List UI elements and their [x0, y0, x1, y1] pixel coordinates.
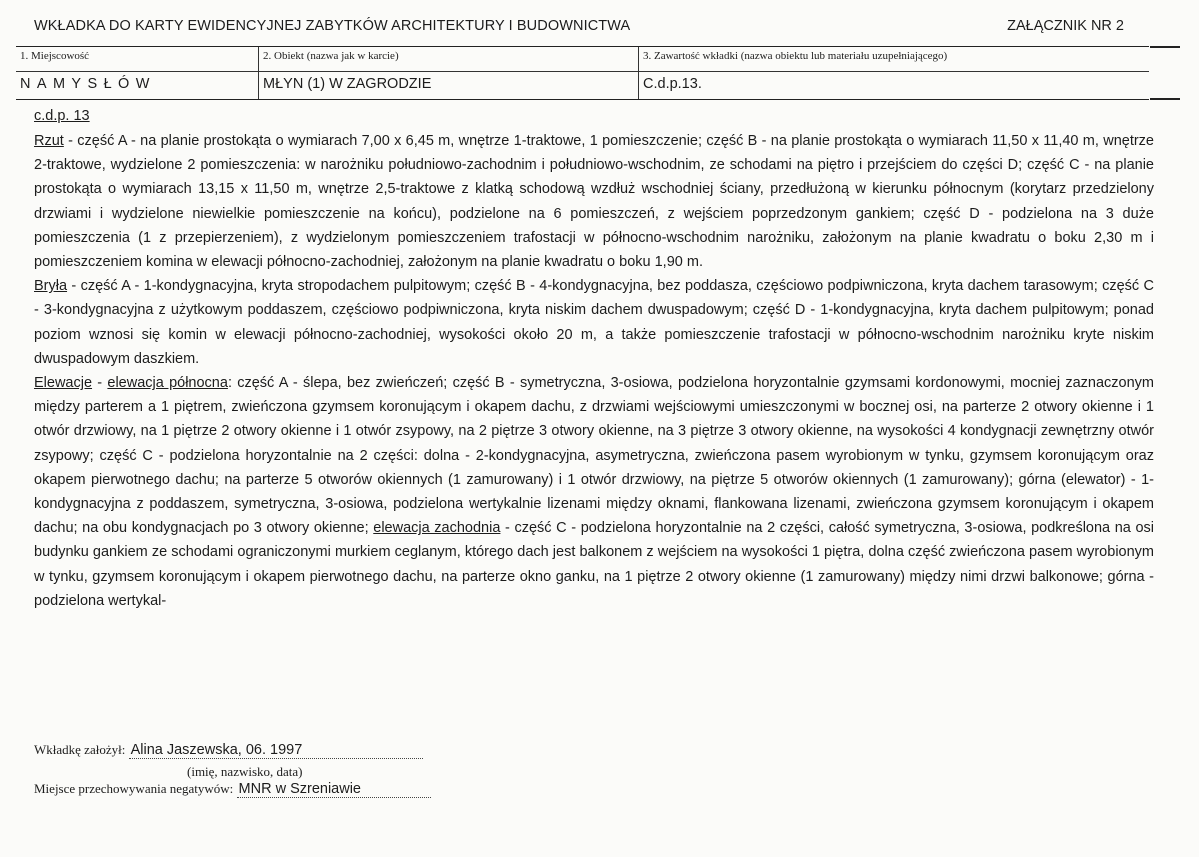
bryla-paragraph	[34, 274, 1154, 371]
author-line	[34, 742, 423, 759]
author-hint: (imię, nazwisko, data)	[187, 764, 303, 779]
north-elevation-heading: elewacja północna	[107, 375, 228, 392]
storage-label: Miejsce przechowywania negatywów:	[34, 781, 234, 796]
rzut-heading: Rzut	[34, 133, 64, 149]
west-elevation-text: - część C - podzielona horyzontalnie na 2 części, całość symetryczna, 3-osiowa, podkreślona na osi budynku gankiem ze schodami ograniczonymi murkiem ceglanym, którego dach jest balkonem z wejściem na wysokości 1 piętra, dolna część zwieńczona pasem wyrobionym w tynku, gzymsem koronującym i okapem pierwotnego dachu, na parterze okno ganku, na 1 piętrze 2 otwory okienne (1 zamurowany) między nimi drzwi balkonowe; górna - podzielona wertykal-	[34, 520, 1155, 609]
continuation-label: c.d.p. 13	[34, 108, 90, 124]
header-top-tick	[1150, 46, 1180, 48]
author-value: Alina Jaszewska, 06. 1997	[129, 742, 423, 759]
field-locality-label: 1. Miejscowość	[20, 50, 90, 62]
elewacje-paragraph: Elewacje - elewacja północna: część A - ślepa, bez zwieńczeń; część B - symetryczna, 3-osiowa, podzielona horyzontalnie gzymsami kordonowymi, mocniej zaznaczonym między parterem a 1 piętrem, zwieńczona gzymsem koronującym i okapem dachu, z drzwiami wejściowymi umieszczonymi w bocznej osi, na parterze 2 otwory okienne i 1 otwór drzwiowy, na 1 piętrze 2 otwory okienne i 1 otwór zsypowy, na 2 piętrze 3 otwory okienne, na 3 piętrze 3 otwory okienne, na wysokości 4 kondygnacji zewnętrzny otwór zsypowy; część C - podzielona horyzontalnie na 2 części: dolna - 2-kondygnacyjna, asymetryczna, zwieńczona pasem wyrobionym w tynku, gzymsem koronującym oraz okapem pierwotnego dachu; na parterze 5 otworów okiennych (1 zamurowany) i 1 otwór drzwiowy, na piętrze 5 otworów okiennych (1 zamurowany); górna (elewator) - 1-kondygnacyjna z poddaszem, symetryczna, 3-osiowa, podzielona wertykalnie lizenami między oknami, flankowana lizenami, zwieńczona gzymsem koronującym i okapem dachu; na obu kondygnacjach po 3 otwory okienne; elewacja zachodnia - część C - podzielona horyzontalnie na 2 części, całość symetryczna, 3-osiowa, podkreślona na osi budynku gankiem ze schodami ograniczonymi murkiem ceglanym, którego dach jest balkonem z wejściem na wysokości 1 piętra, dolna część zwieńczona pasem wyrobionym w tynku, gzymsem koronującym i okapem pierwotnego dachu, na parterze okno ganku, na 1 piętrze 2 otwory okienne (1 zamurowany) między nimi drzwi balkonowe; górna - podzielona wertykal-	[34, 375, 1155, 609]
description-body	[34, 129, 1154, 613]
header-bottom-tick	[1150, 98, 1180, 100]
field-contents-label: 3. Zawartość wkładki (nazwa obiektu lub materiału uzupełniającego)	[643, 50, 948, 62]
north-elevation-text: : część A - ślepa, bez zwieńczeń; część B - symetryczna, 3-osiowa, podzielona horyzontalnie gzymsami kordonowymi, mocniej zaznaczonym między parterem a 1 piętrem, zwieńczona gzymsem koronującym i okapem dachu, z drzwiami wejściowymi umieszczonymi w bocznej osi, na parterze 2 otwory okienne i 1 otwór drzwiowy, na 1 piętrze 2 otwory okienne i 1 otwór zsypowy, na 2 piętrze 3 otwory okienne, na 3 piętrze 3 otwory okienne, na wysokości 4 kondygnacji zewnętrzny otwór zsypowy; część C - podzielona horyzontalnie na 2 części: dolna - 2-kondygnacyjna, asymetryczna, zwieńczona pasem wyrobionym w tynku, gzymsem koronującym oraz okapem pierwotnego dachu; na parterze 5 otworów okiennych (1 zamurowany) i 1 otwór drzwiowy, na piętrze 5 otworów okiennych (1 zamurowany); górna (elewator) - 1-kondygnacyjna z poddaszem, symetryczna, 3-osiowa, podzielona wertykalnie lizenami między oknami, flankowana lizenami, zwieńczona gzymsem koronującym i okapem dachu; na obu kondygnacjach po 3 otwory okienne;	[34, 375, 1154, 537]
bryla-heading: Bryła	[34, 278, 68, 295]
elewacje-heading: Elewacje	[34, 375, 93, 392]
field-locality-value: NAMYSŁÓW	[20, 76, 156, 92]
rzut-text: - część A - na planie prostokąta o wymiarach 7,00 x 6,45 m, wnętrze 1-traktowe, 1 pomieszczenie; część B - na planie prostokąta o wymiarach 11,50 x 11,40 m, wnętrze 2-traktowe, wydzielone 2 pomieszczenia: w narożniku południowo-zachodnim i południowo-wschodnim, ze schodami na piętro i przejściem do części D; część C - na planie prostokąta o wymiarach 13,15 x 11,50 m, wnętrze 2,5-traktowe z klatką schodową wzdłuż wschodniej ściany, przedłużoną w kierunku północnym (korytarz przedzielony drzwiami i wydzielone niewielkie pomieszczenie na końcu), podzielone na 6 pomieszczeń, z wejściem poprzedzonym gankiem; część D - podzielona na 3 duże pomieszczenia (1 z przepierzeniem), z wydzielonym pomieszczeniem trafostacji w północno-wschodnim narożniku, założonym na planie kwadratu o boku 2,30 m i pomieszczeniem komina w elewacji północno-zachodniej, założonym na planie kwadratu o boku 1,90 m.	[34, 133, 1154, 271]
author-label: Wkładkę założył:	[34, 742, 126, 757]
field-object-label: 2. Obiekt (nazwa jak w karcie)	[263, 50, 399, 62]
field-object	[258, 47, 638, 99]
field-object-value: MŁYN (1) W ZAGRODZIE	[263, 76, 432, 92]
west-elevation-heading: elewacja zachodnia	[373, 520, 501, 537]
rzut-paragraph	[34, 129, 1154, 274]
annex-number: ZAŁĄCZNIK NR 2	[1007, 18, 1124, 34]
field-contents-value: C.d.p.13.	[643, 76, 702, 92]
storage-line	[34, 781, 431, 798]
header-table	[16, 46, 1149, 100]
bryla-text: - część A - 1-kondygnacyjna, kryta stropodachem pulpitowym; część B - 4-kondygnacyjna, bez poddasza, częściowo podpiwniczona, kryta dachem tarasowym; część C - 3-kondygnacyjna z użytkowym poddaszem, częściowo podpiwniczona, kryta niskim dachem dwuspadowym; część D - 1-kondygnacyjna, kryta dachem pulpitowym; ponad poziom wznosi się komin w elewacji północno-zachodniej, wysokości około 20 m, a także pomieszczenie trafostacji w północno-wschodnim narożniku kryte niskim dwuspadowym daszkiem.	[34, 278, 1154, 367]
card-title: WKŁADKA DO KARTY EWIDENCYJNEJ ZABYTKÓW ARCHITEKTURY I BUDOWNICTWA	[34, 18, 631, 34]
field-locality	[16, 47, 258, 99]
field-contents	[638, 47, 1149, 99]
storage-value: MNR w Szreniawie	[237, 781, 431, 798]
